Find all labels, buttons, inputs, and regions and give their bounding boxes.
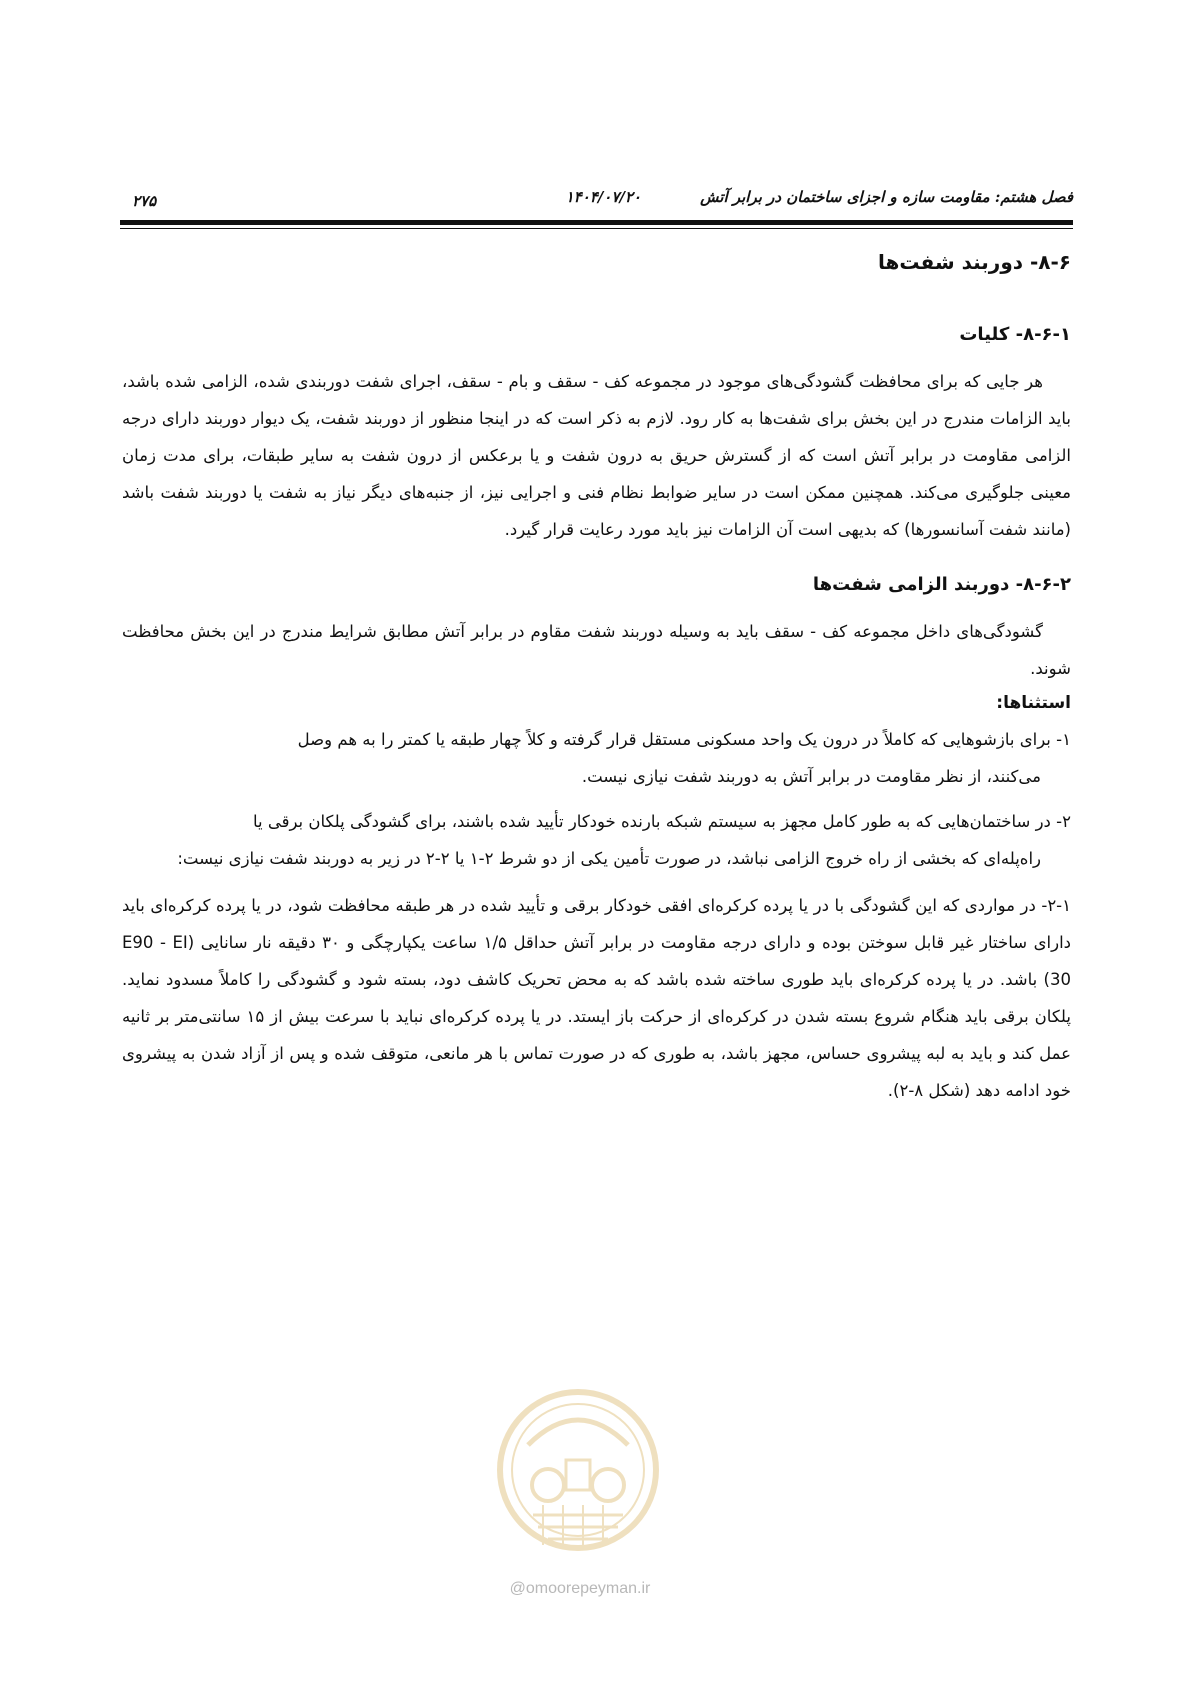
header-rule-thin [120,228,1073,229]
exception-number-1: ۱- [1056,730,1071,749]
header-date: ۱۴۰۴/۰۷/۲۰ [565,188,641,206]
exception-item-2 [122,803,1071,877]
header-rule-thick [120,220,1073,225]
exception-item-1 [122,721,1071,795]
page-header [120,186,1073,216]
page-content [122,250,1071,1109]
general-paragraph: هر جایی که برای محافظت گشودگی‌های موجود در مجموعه کف - سقف و بام - سقف، اجرای شفت دوربندی شده، الزامی شده باشد، باید الزامات مندرج در این بخش برای شفت‌ها به کار رود. لازم به ذکر است که در اینجا منظور از دوربند شفت، یک دیوار دوربند دارای درجه الزامی مقاومت در برابر آتش است که از گسترش حریق به درون شفت و یا برعکس از درون شفت به سایر طبقات، برای مدت زمان معینی جلوگیری می‌کند. همچنین ممکن است در سایر ضوابط نظام فنی و اجرایی نیز، از جنبه‌های دیگر نیاز به شفت یا دوربند شفت باشد (مانند شفت آسانسورها) که بدیهی است آن الزامات نیز باید مورد رعایت قرار گیرد. [122,372,1071,539]
exception-text-2a: در ساختمان‌هایی که به طور کامل مجهز به سیستم شبکه بارنده خودکار تأیید شده باشند، برای گشودگی پلکان برقی یا [252,812,1051,831]
subsection-title-general: ۸-۶-۱- کلیات [959,324,1071,345]
watermark-url: @omoorepeyman.ir [509,1580,651,1597]
required-shafts-paragraph: گشودگی‌های داخل مجموعه کف - سقف باید به وسیله دوربند شفت مقاوم در برابر آتش مطابق شرایط مندرج در این بخش محافظت شوند. [122,622,1071,678]
section-title: ۸-۶- دوربند شفت‌ها [878,250,1071,274]
chapter-title: فصل هشتم: مقاومت سازه و اجزای ساختمان در برابر آتش [700,188,1073,206]
page-number: ۲۷۵ [132,192,157,210]
subsection-title-required-shafts: ۸-۶-۲- دوربند الزامی شفت‌ها [812,574,1071,595]
exception-text-1b: می‌کنند، از نظر مقاومت در برابر آتش به دوربند شفت نیازی نیست. [581,767,1041,786]
exception-number-2: ۲- [1056,812,1071,831]
exception-text-1a: برای بازشوهایی که کاملاً در درون یک واحد مسکونی مستقل قرار گرفته و کلاً چهار طبقه یا کمتر را به هم وصل [297,730,1051,749]
exception-text-2b: راه‌پله‌ای که بخشی از راه خروج الزامی نباشد، در صورت تأمین یکی از دو شرط ۲-۱ یا ۲-۲ در زیر به دوربند شفت نیازی نیست: [177,849,1041,868]
condition-2-1-paragraph: ۲-۱- در مواردی که این گشودگی با در یا پرده کرکره‌ای افقی خودکار برقی و تأیید شده در هر طبقه محافظت شود، در یا پرده کرکره‌ای باید دارای ساختار غیر قابل سوختن بوده و دارای درجه مقاومت در برابر آتش حداقل ۱/۵ ساعت یکپارچگی و ۳۰ دقیقه نار سانایی (E90 - EI 30) باشد. در یا پرده کرکره‌ای باید طوری ساخته شده باشد که به محض تحریک کاشف دود، بسته شود و گشودگی را کاملاً مسدود نماید. پلکان برقی باید هنگام شروع بسته شدن در کرکره‌ای از حرکت باز ایستد. در یا پرده کرکره‌ای نباید با سرعت بیش از ۱۵ سانتی‌متر بر ثانیه عمل کند و باید به لبه پیشروی حساس، مجهز باشد، به طوری که در صورت تماس با هر مانعی، متوقف شده و پس از آزاد شدن به پیشروی خود ادامه دهد (شکل ۸-۲). [122,896,1071,1100]
exceptions-label: استثناها: [996,693,1071,713]
publisher-seal-watermark [488,1375,668,1575]
